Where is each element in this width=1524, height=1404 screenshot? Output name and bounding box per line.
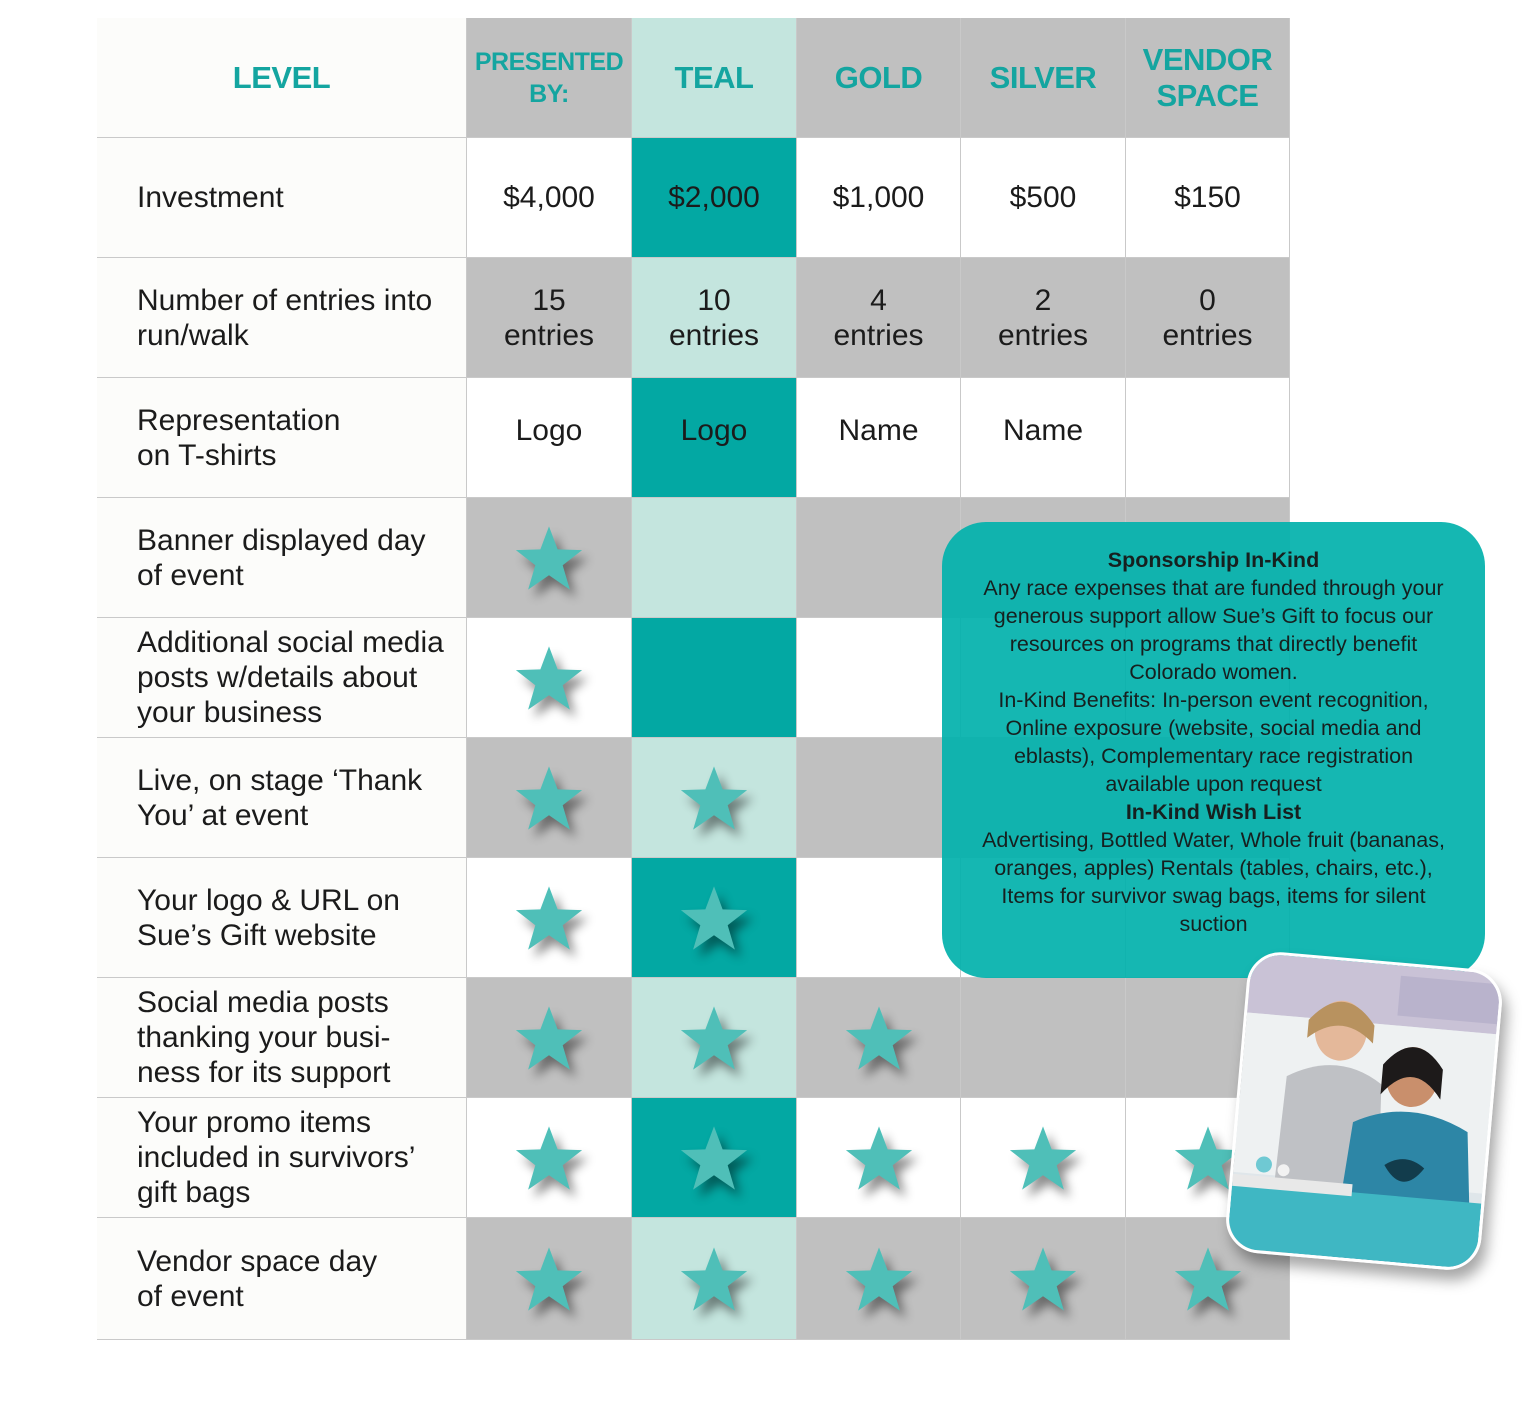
benefit-cell (467, 1098, 632, 1218)
benefit-cell (632, 738, 797, 858)
cell-value: $1,000 (797, 138, 961, 258)
benefit-cell (467, 738, 632, 858)
row-label: Your promo items included in survivors’ gift bags (97, 1098, 467, 1218)
cell-value: $150 (1126, 138, 1290, 258)
benefit-cell (632, 498, 797, 618)
cell-value: 10 entries (632, 258, 797, 378)
row-label: Social media posts thanking your busi-ness for its support (97, 978, 467, 1098)
header-level: LEVEL (97, 18, 467, 138)
star-icon (678, 763, 750, 833)
volunteers-photo (1223, 949, 1504, 1272)
star-icon (1007, 1244, 1079, 1314)
benefit-cell (797, 1098, 961, 1218)
header-gold: GOLD (797, 18, 961, 138)
cell-value: Logo (467, 378, 632, 498)
star-icon (513, 643, 585, 713)
benefit-cell (961, 1218, 1126, 1340)
star-icon (1172, 1244, 1244, 1314)
row-label: Representation on T-shirts (97, 378, 467, 498)
star-icon (843, 1123, 915, 1193)
header-presented-by: PRESENTED BY: (467, 18, 632, 138)
benefit-cell (797, 498, 961, 618)
header-vendor-space: VENDOR SPACE (1126, 18, 1290, 138)
wish-list-title: In-Kind Wish List (1125, 800, 1302, 824)
row-label: Live, on stage ‘Thank You’ at event (97, 738, 467, 858)
benefit-cell (632, 618, 797, 738)
benefit-cell (797, 858, 961, 978)
star-icon (513, 763, 585, 833)
cell-value: 0 entries (1126, 258, 1290, 378)
benefit-cell (467, 498, 632, 618)
benefit-cell (467, 618, 632, 738)
star-icon (513, 883, 585, 953)
in-kind-info-box (942, 522, 1485, 978)
star-icon (513, 1003, 585, 1073)
header-silver: SILVER (961, 18, 1126, 138)
star-icon (678, 1003, 750, 1073)
benefit-cell (467, 1218, 632, 1340)
benefit-cell (632, 1218, 797, 1340)
cell-value (1126, 378, 1290, 498)
photo-illustration (1227, 953, 1502, 1270)
row-label: Your logo & URL on Sue’s Gift website (97, 858, 467, 978)
cell-value: 4 entries (797, 258, 961, 378)
benefit-cell (797, 618, 961, 738)
row-label: Number of entries into run/walk (97, 258, 467, 378)
benefit-cell (961, 1098, 1126, 1218)
star-icon (678, 1244, 750, 1314)
benefit-cell (797, 738, 961, 858)
star-icon (843, 1244, 915, 1314)
cell-value: $4,000 (467, 138, 632, 258)
cell-value: $500 (961, 138, 1126, 258)
benefit-cell (632, 1098, 797, 1218)
cell-value: Name (961, 378, 1126, 498)
in-kind-title: Sponsorship In-Kind (1107, 548, 1320, 572)
star-icon (1007, 1123, 1079, 1193)
benefit-cell (961, 978, 1126, 1098)
star-icon (513, 1123, 585, 1193)
cell-value: $2,000 (632, 138, 797, 258)
cell-value: Name (797, 378, 961, 498)
in-kind-body: Any race expenses that are funded through your generous support allow Sue’s Gift to focus our resources on programs that directly benefit Colorado women. (983, 576, 1444, 684)
benefit-cell (467, 858, 632, 978)
row-label: Vendor space day of event (97, 1218, 467, 1340)
cell-value: 15 entries (467, 258, 632, 378)
star-icon (678, 883, 750, 953)
header-teal: TEAL (632, 18, 797, 138)
benefit-cell (632, 978, 797, 1098)
cell-value: Logo (632, 378, 797, 498)
cell-value: 2 entries (961, 258, 1126, 378)
star-icon (678, 1123, 750, 1193)
row-label: Banner displayed day of event (97, 498, 467, 618)
in-kind-benefits: In-Kind Benefits: In-person event recognition, Online exposure (website, social media and eblasts), Complementary race registration available upon request (998, 688, 1429, 796)
benefit-cell (632, 858, 797, 978)
star-icon (843, 1003, 915, 1073)
benefit-cell (467, 978, 632, 1098)
star-icon (513, 1244, 585, 1314)
benefit-cell (797, 1218, 961, 1340)
benefit-cell (797, 978, 961, 1098)
wish-list-body: Advertising, Bottled Water, Whole fruit (bananas, oranges, apples) Rentals (tables, chairs, etc.), Items for survivor swag bags, items for silent suction (982, 828, 1445, 936)
row-label: Investment (97, 138, 467, 258)
star-icon (513, 523, 585, 593)
row-label: Additional social media posts w/details about your business (97, 618, 467, 738)
